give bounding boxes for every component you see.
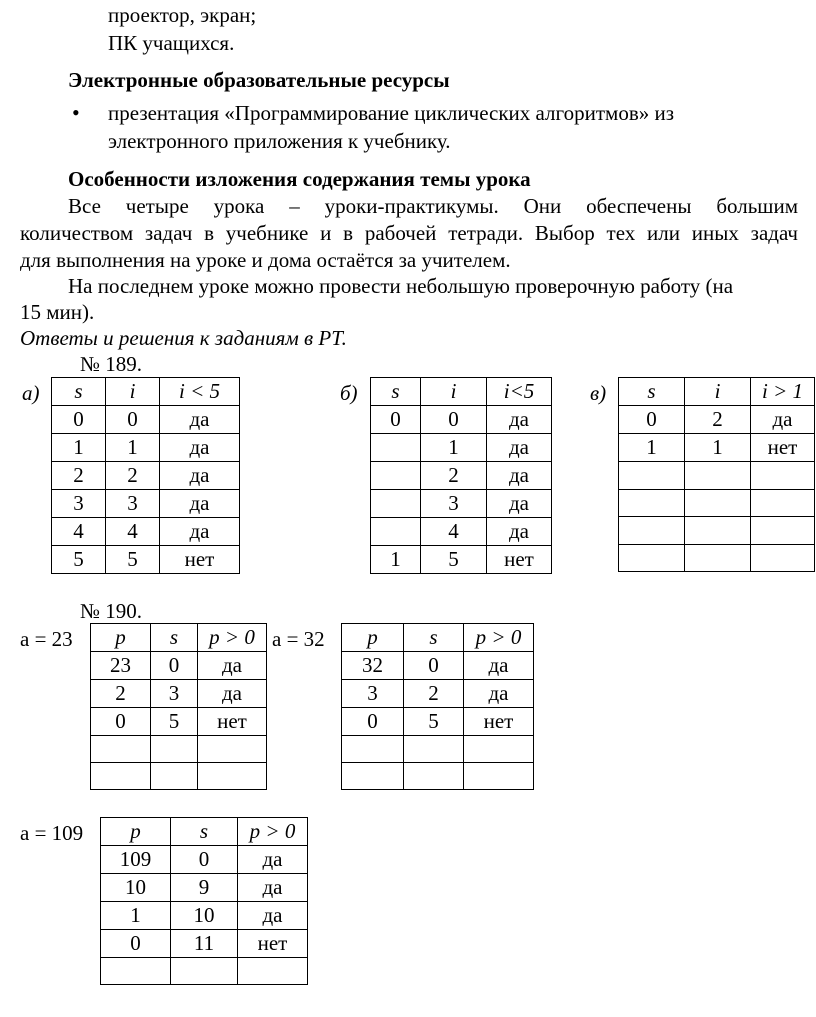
table-cell: да [487,434,552,462]
table-row [52,546,240,574]
table-row [342,736,534,763]
table-cell [619,544,685,572]
table-cell: нет [487,546,552,574]
task-190-table-23 [90,623,267,790]
table-cell: 1 [101,902,171,930]
table-cell [198,763,267,790]
table-cell: 109 [101,846,171,874]
table-header-row [91,624,267,652]
table-cell [751,544,815,572]
table-row [91,680,267,708]
task-189-label-b: б) [340,381,358,405]
table-row [619,544,815,572]
table-cell: да [487,406,552,434]
table-cell: 3 [106,490,160,518]
table-header-cell: s [171,818,238,846]
table-cell: 1 [421,434,487,462]
table-header-cell: i [106,378,160,406]
table-cell [101,958,171,985]
table-header-cell: s [371,378,421,406]
table-cell [685,489,751,517]
features-para1-line-3: для выполнения на уроке и дома остаётся за учителем. [20,248,511,272]
table-row [619,462,815,490]
table-cell: 0 [91,708,151,736]
table-cell: 1 [371,546,421,574]
table-row [371,434,552,462]
features-para2-line-1: На последнем уроке можно провести небольшую проверочную работу (на [68,274,734,298]
table-cell: 0 [106,406,160,434]
table-cell [91,763,151,790]
table-cell: да [160,406,240,434]
table-cell: 1 [685,434,751,462]
table-header-cell: s [151,624,198,652]
table-cell: да [198,680,267,708]
table-cell [619,489,685,517]
table-row [101,958,308,985]
task-190-table-32 [341,623,534,790]
table-header-cell: p > 0 [238,818,308,846]
table-cell: 1 [619,434,685,462]
table-header-cell: p [91,624,151,652]
table-cell: 0 [101,930,171,958]
table-cell: 23 [91,652,151,680]
table-cell: 9 [171,874,238,902]
task-189-label-v: в) [590,381,607,405]
equipment-item-projector: проектор, экран; [108,3,257,27]
table-header-row [52,378,240,406]
table-header-cell: s [404,624,464,652]
features-para2-line-2: 15 мин). [20,300,95,324]
table-cell [685,517,751,545]
table-cell: 5 [106,546,160,574]
table-cell: нет [238,930,308,958]
table-cell [371,434,421,462]
table-cell: 4 [421,518,487,546]
table-cell [751,517,815,545]
table-cell: 5 [421,546,487,574]
eor-heading: Электронные образовательные ресурсы [68,68,450,92]
table-header-cell: s [619,378,685,406]
table-header-cell: i<5 [487,378,552,406]
table-row [619,517,815,545]
table-cell: да [238,902,308,930]
table-cell: да [198,652,267,680]
task-189-table-a [51,377,240,574]
table-cell: 2 [91,680,151,708]
table-header-cell: s [52,378,106,406]
table-row [101,846,308,874]
table-cell: да [160,518,240,546]
table-row [619,406,815,434]
table-cell: да [487,462,552,490]
table-cell: да [238,874,308,902]
table-cell: нет [198,708,267,736]
task-189-number: № 189. [80,352,143,376]
table-cell: 2 [106,462,160,490]
table-cell: 5 [151,708,198,736]
table-cell: 3 [52,490,106,518]
task-190-number: № 190. [80,599,143,623]
table-header-cell: p [101,818,171,846]
table-cell: нет [160,546,240,574]
table-header-cell: p > 0 [464,624,534,652]
table-row [91,708,267,736]
task-190-table-109 [100,817,308,985]
features-para1-line-2: количеством задач в учебнике и в рабочей тетради. Выбор тех или иных задач [20,221,798,245]
task-190-label-23: a = 23 [20,627,73,651]
table-cell [342,763,404,790]
table-row [371,406,552,434]
table-cell: да [238,846,308,874]
table-row [91,652,267,680]
table-cell: 1 [52,434,106,462]
table-row [52,434,240,462]
table-row [52,490,240,518]
table-cell: 0 [342,708,404,736]
table-cell: 0 [421,406,487,434]
table-cell: 0 [151,652,198,680]
table-header-cell: i [421,378,487,406]
table-cell [238,958,308,985]
task-190-label-109: a = 109 [20,821,84,845]
table-cell: 2 [685,406,751,434]
table-header-row [342,624,534,652]
table-header-row [101,818,308,846]
table-cell: 5 [52,546,106,574]
table-cell [404,763,464,790]
table-cell [371,518,421,546]
table-cell: да [751,406,815,434]
table-cell [685,544,751,572]
table-row [619,434,815,462]
table-cell [751,462,815,490]
table-row [101,930,308,958]
table-cell: 10 [101,874,171,902]
table-cell: да [160,490,240,518]
table-cell [619,517,685,545]
table-row [52,518,240,546]
table-cell [151,763,198,790]
task-189-table-v [618,377,815,572]
table-row [371,462,552,490]
answers-heading: Ответы и решения к заданиям в РТ. [20,326,347,350]
table-cell: 11 [171,930,238,958]
table-row [371,546,552,574]
table-cell: да [464,680,534,708]
table-cell: 1 [106,434,160,462]
table-cell [619,462,685,490]
table-cell [464,736,534,763]
table-cell: да [464,652,534,680]
task-189-label-a: а) [22,381,40,405]
table-cell [371,462,421,490]
table-cell: 4 [52,518,106,546]
table-cell: 10 [171,902,238,930]
table-cell [371,490,421,518]
table-cell: 32 [342,652,404,680]
bullet-icon: • [72,100,80,125]
table-cell [91,736,151,763]
table-cell: 0 [404,652,464,680]
table-cell: да [487,518,552,546]
table-cell: 3 [342,680,404,708]
table-row [52,406,240,434]
table-row [371,518,552,546]
table-cell: 2 [404,680,464,708]
table-cell: 4 [106,518,160,546]
task-189-table-b [370,377,552,574]
table-cell [151,736,198,763]
table-header-cell: p [342,624,404,652]
table-cell [464,763,534,790]
table-header-row [371,378,552,406]
table-cell: 0 [619,406,685,434]
eor-bullet-line-2: электронного приложения к учебнику. [108,129,451,153]
table-cell: да [160,462,240,490]
table-cell [198,736,267,763]
table-cell: 3 [421,490,487,518]
table-header-cell: p > 0 [198,624,267,652]
table-cell: да [160,434,240,462]
table-cell [751,489,815,517]
table-header-row [619,378,815,406]
features-heading: Особенности изложения содержания темы урока [68,167,531,191]
table-row [342,708,534,736]
table-header-cell: i [685,378,751,406]
table-cell: 2 [421,462,487,490]
table-row [101,874,308,902]
table-cell: 0 [371,406,421,434]
table-cell: 3 [151,680,198,708]
table-cell: 5 [404,708,464,736]
table-row [52,462,240,490]
equipment-item-pc: ПК учащихся. [108,31,235,55]
table-cell: 0 [52,406,106,434]
features-para1-line-1: Все четыре урока – уроки-практикумы. Они обеспечены большим [68,194,798,218]
table-cell [685,462,751,490]
table-row [619,489,815,517]
table-row [91,763,267,790]
table-header-cell: i > 1 [751,378,815,406]
table-cell: 0 [171,846,238,874]
table-cell [342,736,404,763]
table-row [342,680,534,708]
table-row [371,490,552,518]
table-row [91,736,267,763]
table-cell: нет [751,434,815,462]
table-row [342,652,534,680]
table-cell: 2 [52,462,106,490]
task-190-label-32: a = 32 [272,627,325,651]
table-cell: нет [464,708,534,736]
eor-bullet-line-1: презентация «Программирование циклических алгоритмов» из [108,101,675,125]
table-cell: да [487,490,552,518]
table-row [342,763,534,790]
table-header-cell: i < 5 [160,378,240,406]
table-cell [171,958,238,985]
table-row [101,902,308,930]
table-cell [404,736,464,763]
